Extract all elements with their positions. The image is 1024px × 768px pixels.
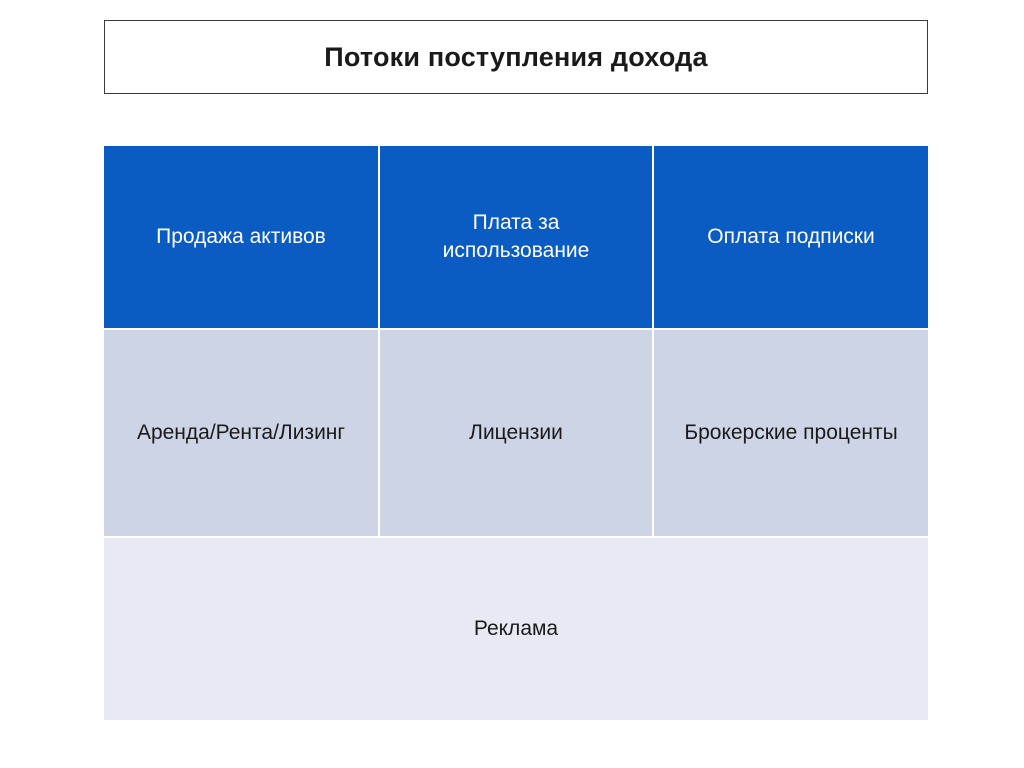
cell-brokerage xyxy=(654,330,928,536)
header-cell-label: Плата за использование xyxy=(442,211,590,262)
cell-label: Лицензии xyxy=(469,421,563,444)
header-cell-subscription xyxy=(654,146,928,328)
cell-advertising xyxy=(104,538,928,720)
header-cell-asset-sales xyxy=(104,146,378,328)
cell-label: Аренда/Рента/Лизинг xyxy=(136,421,346,444)
cell-rent-leasing xyxy=(104,330,378,536)
revenue-streams-table xyxy=(104,146,928,720)
header-cell-label: Продажа активов xyxy=(156,225,326,248)
header-cell-label: Оплата подписки xyxy=(707,225,875,248)
header-cell-usage-fee xyxy=(380,146,652,328)
cell-licenses xyxy=(380,330,652,536)
cell-label: Брокерские проценты xyxy=(684,421,898,444)
page-title: Потоки поступления дохода xyxy=(324,41,708,72)
cell-label: Реклама xyxy=(473,617,559,640)
title-box xyxy=(104,20,928,94)
